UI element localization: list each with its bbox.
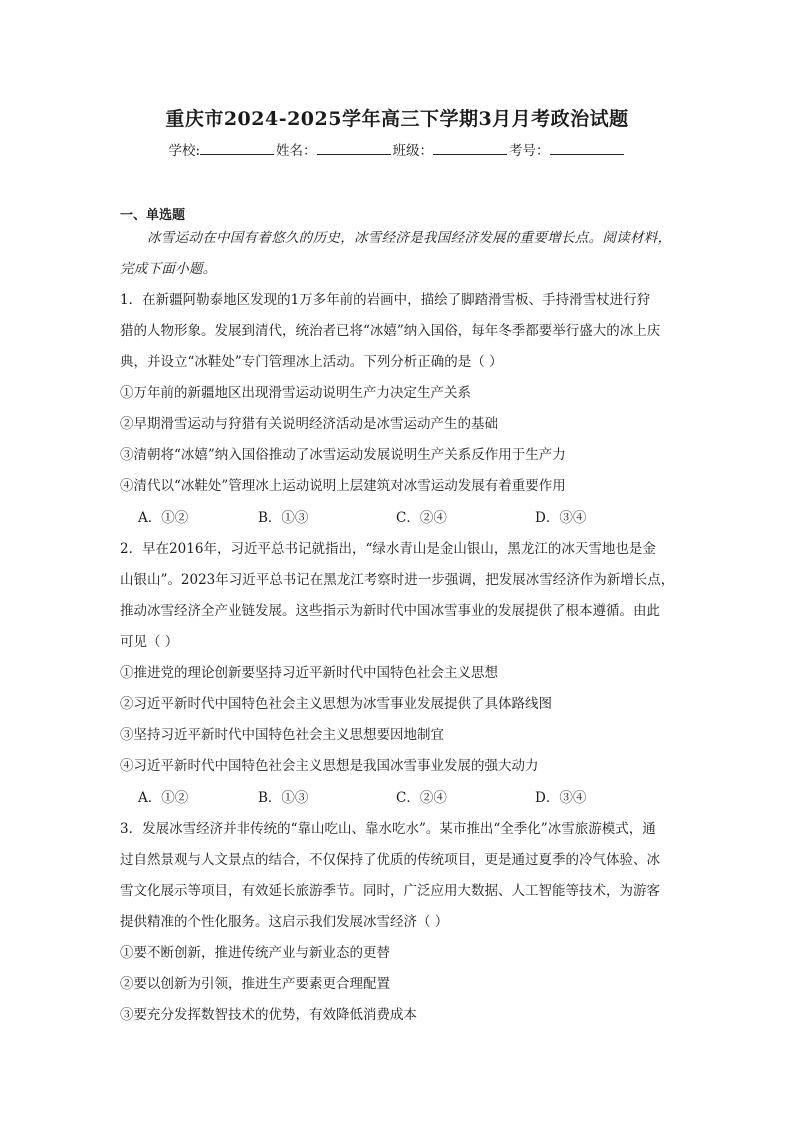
class-label: 班级： bbox=[392, 143, 434, 159]
q3-stem-line: 提供精准的个性化服务。这启示我们发展冰雪经济（ ） bbox=[120, 914, 449, 930]
q2-stem-line: 2．早在2016年，习近平总书记就指出，“绿水青山是金山银山，黑龙江的冰天雪地也是金 bbox=[120, 541, 656, 557]
q2-option-b[interactable]: B．①③ bbox=[258, 790, 309, 806]
exam-title: 重庆市2024-2025学年高三下学期3月月考政治试题 bbox=[165, 108, 629, 130]
q2-option-c[interactable]: C．②④ bbox=[396, 790, 447, 806]
q1-option-c[interactable]: C．②④ bbox=[396, 510, 447, 526]
q3-item: ②要以创新为引领，推进生产要素更合理配置 bbox=[120, 976, 390, 992]
q1-item: ②早期滑雪运动与狩猎有关说明经济活动是冰雪运动产生的基础 bbox=[120, 416, 498, 432]
section-heading: 一、单选题 bbox=[120, 208, 186, 223]
q1-item: ①万年前的新疆地区出现滑雪运动说明生产力决定生产关系 bbox=[120, 385, 471, 401]
school-label: 学校: bbox=[168, 143, 201, 159]
student-info-line bbox=[0, 139, 794, 159]
intro-line: 完成下面小题。 bbox=[120, 261, 217, 277]
q1-item: ④清代以“冰鞋处”管理冰上运动说明上层建筑对冰雪运动发展有着重要作用 bbox=[120, 478, 566, 494]
q2-stem-line: 推动冰雪经济全产业链发展。这些指示为新时代中国冰雪事业的发展提供了根本遵循。由此 bbox=[120, 603, 660, 619]
q2-item: ③坚持习近平新时代中国特色社会主义思想要因地制宜 bbox=[120, 727, 444, 743]
school-blank[interactable] bbox=[200, 141, 274, 155]
q1-item: ③清朝将“冰嬉”纳入国俗推动了冰雪运动发展说明生产关系反作用于生产力 bbox=[120, 447, 566, 463]
q1-option-b[interactable]: B．①③ bbox=[258, 510, 309, 526]
q1-stem-line: 1．在新疆阿勒泰地区发现的1万多年前的岩画中，描绘了脚踏滑雪板、手持滑雪杖进行狩 bbox=[120, 292, 651, 308]
q3-item: ③要充分发挥数智技术的优势，有效降低消费成本 bbox=[120, 1007, 417, 1023]
name-label: 姓名： bbox=[276, 143, 317, 159]
q2-stem-line: 可见（ ） bbox=[120, 634, 179, 650]
q3-item: ①要不断创新，推进传统产业与新业态的更替 bbox=[120, 945, 390, 961]
name-blank[interactable] bbox=[317, 141, 391, 155]
q3-stem-line: 过自然景观与人文景点的结合，不仅保持了优质的传统项目，更是通过夏季的冷气体验、冰 bbox=[120, 852, 660, 868]
class-blank[interactable] bbox=[433, 141, 507, 155]
q1-option-d[interactable]: D．③④ bbox=[535, 510, 587, 526]
q2-item: ④习近平新时代中国特色社会主义思想是我国冰雪事业发展的强大动力 bbox=[120, 758, 539, 774]
q2-option-a[interactable]: A．①② bbox=[138, 790, 189, 806]
intro-line: 冰雪运动在中国有着悠久的历史，冰雪经济是我国经济发展的重要增长点。阅读材料， bbox=[147, 230, 672, 246]
q3-stem-line: 3．发展冰雪经济并非传统的“靠山吃山、靠水吃水”。某市推出“全季化”冰雪旅游模式，通 bbox=[120, 821, 656, 837]
exam-no-blank[interactable] bbox=[550, 141, 624, 155]
q3-stem-line: 雪文化展示等项目，有效延长旅游季节。同时，广泛应用大数据、人工智能等技术，为游客 bbox=[120, 883, 660, 899]
q1-option-a[interactable]: A．①② bbox=[138, 510, 189, 526]
q2-stem-line: 山银山”。2023年习近平总书记在黑龙江考察时进一步强调，把发展冰雪经济作为新增长点， bbox=[120, 572, 675, 588]
q2-item: ①推进党的理论创新要坚持习近平新时代中国特色社会主义思想 bbox=[120, 665, 498, 681]
q2-option-d[interactable]: D．③④ bbox=[535, 790, 587, 806]
q1-stem-line: 猎的人物形象。发展到清代，统治者已将“冰嬉”纳入国俗，每年冬季都要举行盛大的冰上庆 bbox=[120, 323, 661, 339]
exam-no-label: 考号： bbox=[509, 143, 550, 159]
q2-item: ②习近平新时代中国特色社会主义思想为冰雪事业发展提供了具体路线图 bbox=[120, 696, 552, 712]
q1-stem-line: 典，并设立“冰鞋处”专门管理冰上活动。下列分析正确的是（ ） bbox=[120, 354, 503, 370]
